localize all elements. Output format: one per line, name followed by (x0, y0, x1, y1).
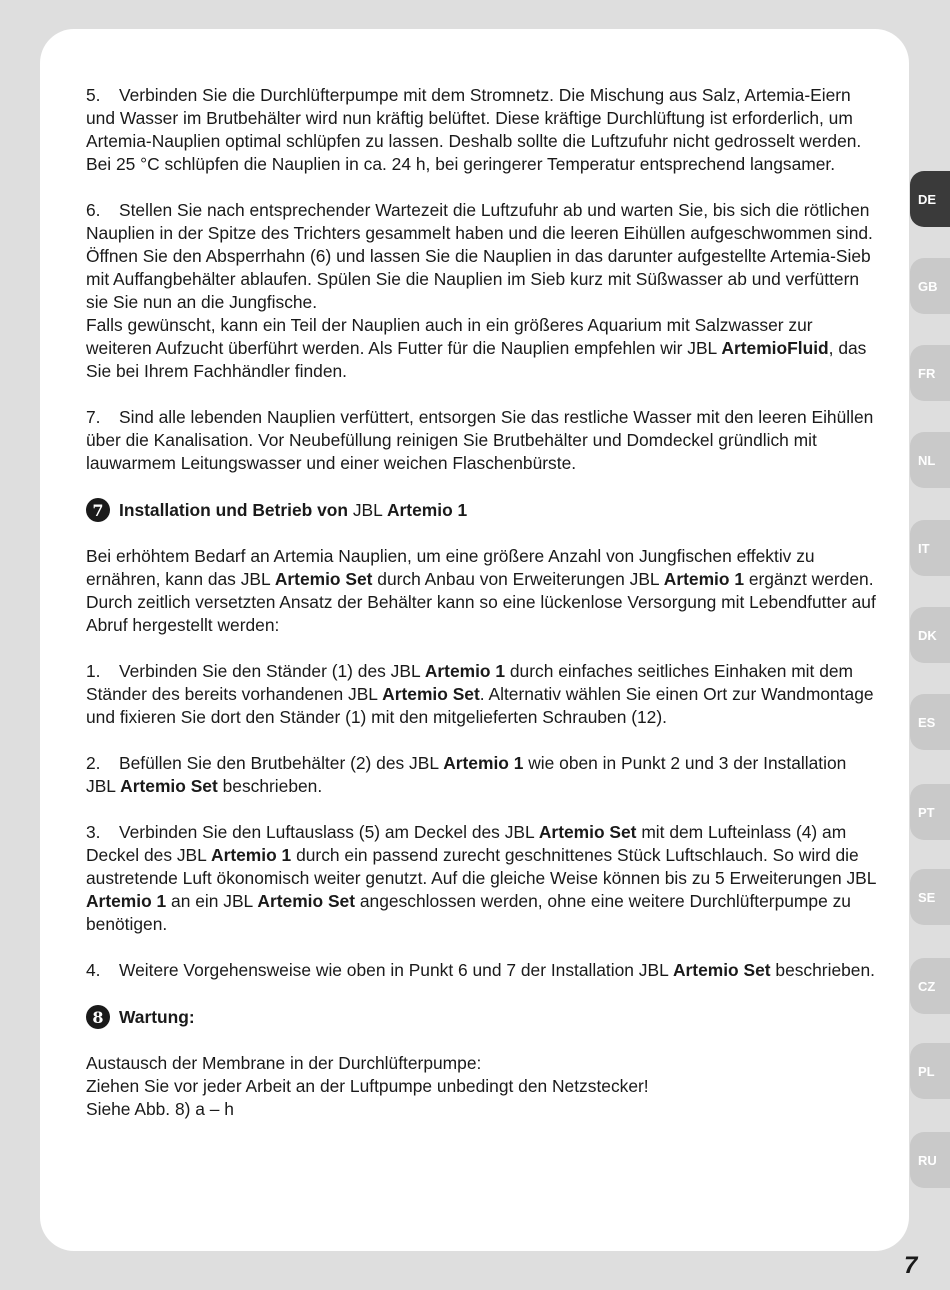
step-number: 3. (86, 822, 101, 842)
tab-pl[interactable]: PL (910, 1043, 950, 1099)
product-name: Artemio 1 (663, 569, 744, 589)
product-name: Artemio Set (274, 569, 373, 589)
text-run: an ein JBL (166, 891, 258, 911)
text-run: Weitere Vorgehensweise wie oben in Punkt 6 und 7 der Installation JBL (119, 960, 673, 980)
product-name: Artemio 1 (86, 891, 167, 911)
section-number-badge: 7 (86, 498, 110, 522)
text-run: Befüllen Sie den Brutbehälter (2) des JBL (119, 753, 444, 773)
text-run: beschrieben. (217, 776, 323, 796)
tab-fr[interactable]: FR (910, 345, 950, 401)
text-run: wie oben in Punkt 2 und 3 der Installation JBL (86, 753, 847, 796)
tab-cz[interactable]: CZ (910, 958, 950, 1014)
step-text: Sind alle lebenden Nauplien verfüttert, entsorgen Sie das restliche Wasser mit den leeren Eihüllen über die Kanalisation. Vor Neubefüllung reinigen Sie Brutbehälter und Domdeckel gründlich mit lauwarmem Leitungswasser und einer weichen Flaschenbürste. (86, 407, 874, 473)
tab-it[interactable]: IT (910, 520, 950, 576)
section-7-step-1 (86, 660, 876, 729)
maintenance-line-3: Siehe Abb. 8) a – h (86, 1099, 234, 1119)
step-number: 7. (86, 407, 101, 427)
maintenance-line-2: Ziehen Sie vor jeder Arbeit an der Luftpumpe unbedingt den Netzstecker! (86, 1076, 649, 1096)
text-run: Verbinden Sie den Luftauslass (5) am Deckel des JBL (119, 822, 539, 842)
page-number: 7 (904, 1252, 918, 1279)
tab-dk[interactable]: DK (910, 607, 950, 663)
text-run: Bei erhöhtem Bedarf an Artemia Nauplien, um eine größere Anzahl von Jungfischen effektiv zu ernähren, kann das JBL (86, 546, 815, 589)
maintenance-line-1: Austausch der Membrane in der Durchlüfterpumpe: (86, 1053, 482, 1073)
tab-se[interactable]: SE (910, 869, 950, 925)
text-run: Falls gewünscht, kann ein Teil der Nauplien auch in ein größeres Aquarium mit Salzwasser zur weiteren Aufzucht überführt werden. Als Futter für die Nauplien empfehlen wir JBL (86, 315, 813, 358)
section-7-intro (86, 545, 876, 637)
text-run: Verbinden Sie den Ständer (1) des JBL (119, 661, 425, 681)
tab-gb[interactable]: GB (910, 258, 950, 314)
section-title: Wartung: (119, 1006, 195, 1027)
text-run: ergänzt werden. Durch zeitlich versetzten Ansatz der Behälter kann so eine lückenlose Versorgung mit Lebendfutter auf Abruf hergestellt werden: (86, 569, 876, 635)
text-run: durch ein passend zurecht geschnittenes Stück Luftschlauch. So wird die austretende Luft ökonomisch weiter genutzt. Auf die gleiche Weise können bis zu 5 Erweiterungen JBL (86, 845, 876, 888)
tab-ru[interactable]: RU (910, 1132, 950, 1188)
product-name: Artemio 1 (443, 753, 524, 773)
step-number: 1. (86, 661, 101, 681)
step-number: 5. (86, 85, 101, 105)
step-number: 4. (86, 960, 101, 980)
step-5-paragraph (86, 84, 876, 176)
document-body (86, 84, 876, 1121)
product-name: Artemio 1 (424, 661, 506, 681)
section-8-heading (86, 1005, 876, 1029)
section-number-badge: 8 (86, 1005, 110, 1029)
text-run: , das Sie bei Ihrem Fachhändler finden. (86, 338, 867, 381)
text-run: . Alternativ wählen Sie einen Ort zur Wandmontage und fixieren Sie dort den Ständer (1) mit den mitgelieferten Schrauben (12). (86, 684, 874, 727)
product-name: ArtemioFluid (721, 338, 829, 358)
product-name: Artemio Set (257, 891, 356, 911)
section-7-heading (86, 498, 876, 522)
section-7-step-3 (86, 821, 876, 936)
step-text: Stellen Sie nach entsprechender Wartezeit die Luftzufuhr ab und warten Sie, bis sich die rötlichen Nauplien in der Spitze des Trichters gesammelt haben und die leeren Eihüllen aufgeschwommen sind. Öffnen Sie den Absperrhahn (6) und lassen Sie die Nauplien in das darunter aufgestellte Artemia-Sieb mit Auffangbehälter ablaufen. Spülen Sie die Nauplien im Sieb kurz mit Süßwasser ab und verfüttern sie Sie nun an die Jungfische. (86, 200, 873, 312)
section-7-step-2 (86, 752, 876, 798)
step-number: 2. (86, 753, 101, 773)
title-light: JBL (348, 499, 387, 520)
tab-de[interactable]: DE (910, 171, 950, 227)
step-text: Verbinden Sie die Durchlüfterpumpe mit dem Stromnetz. Die Mischung aus Salz, Artemia-Eiern und Wasser im Brutbehälter wird nun kräftig belüftet. Diese kräftige Durchlüftung ist erforderlich, um Artemia-Nauplien optimal schlüpfen zu lassen. Deshalb sollte die Luftzufuhr nicht gedrosselt werden. Bei 25 °C schlüpfen die Nauplien in ca. 24 h, bei geringerer Temperatur entsprechend langsamer. (86, 85, 862, 174)
tab-pt[interactable]: PT (910, 784, 950, 840)
text-run: durch einfaches seitliches Einhaken mit dem Ständer des bereits vorhandenen JBL (86, 661, 854, 704)
step-7-paragraph (86, 406, 876, 475)
title-bold: Installation und Betrieb von (119, 499, 348, 520)
title-product: Artemio 1 (386, 499, 468, 520)
step-6-paragraph (86, 199, 876, 314)
text-run: durch Anbau von Erweiterungen JBL (372, 569, 664, 589)
section-title (119, 499, 467, 522)
product-name: Artemio Set (538, 822, 637, 842)
text-run: mit dem Lufteinlass (4) am Deckel des JBL (86, 822, 847, 865)
text-run: angeschlossen werden, ohne eine weitere Durchlüfterpumpe zu benötigen. (86, 891, 851, 934)
text-run: beschrieben. (770, 960, 875, 980)
product-name: Artemio Set (120, 776, 218, 796)
product-name: Artemio Set (382, 684, 480, 704)
tab-es[interactable]: ES (910, 694, 950, 750)
product-name: Artemio Set (672, 960, 771, 980)
tab-nl[interactable]: NL (910, 432, 950, 488)
step-number: 6. (86, 200, 101, 220)
section-7-step-4 (86, 959, 876, 982)
step-6-continuation (86, 314, 876, 383)
product-name: Artemio 1 (211, 845, 292, 865)
